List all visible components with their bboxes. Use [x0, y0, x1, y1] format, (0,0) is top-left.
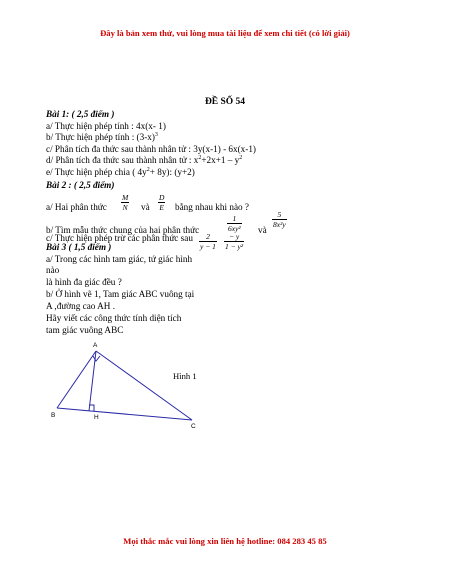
bai1-e-text: e/ Thực hiện phép chia ( 4y	[46, 167, 147, 177]
bai3-a-line1: a/ Trong các hình tam giác, tứ giác hình	[46, 254, 193, 264]
bai2-a-and: và	[141, 202, 150, 212]
bai1-e-exponent: 2	[146, 167, 150, 173]
fraction-5-numerator: 5	[272, 210, 287, 220]
fraction-neg-y-numerator: − y	[224, 232, 244, 242]
bai1-b-exponent: 3	[154, 132, 158, 138]
bai1-b-text: b/ Thực hiện phép tính : (3-x)	[46, 132, 155, 142]
side-ac	[96, 351, 192, 420]
bai3-a-line3: là hình đa giác đều ?	[46, 277, 122, 287]
bai2-a-end: bằng nhau khi nào ?	[175, 202, 249, 212]
bai3-b-line2: A ,đường cao AH .	[46, 301, 116, 311]
bai1-d-exponent-2: 2	[239, 155, 243, 161]
fraction-d-numerator: D	[159, 193, 165, 202]
bai1-heading: Bài 1: ( 2,5 điểm )	[46, 109, 115, 119]
point-h-label: H	[94, 414, 99, 421]
point-b-label: B	[51, 412, 56, 419]
point-a-label: A	[93, 342, 98, 349]
bai2-b-and: và	[258, 225, 267, 235]
bai2-a-text: a/ Hai phân thức	[46, 202, 107, 212]
bai1-d-mid: +2x+1 – y	[201, 155, 240, 165]
fraction-2-numerator: 2	[199, 232, 217, 242]
bai1-a: a/ Thực hiện phép tính : 4x(x- 1)	[46, 121, 166, 131]
figure-caption: Hình 1	[173, 371, 197, 381]
fraction-y-minus-1-denominator: y − 1	[200, 242, 216, 251]
exam-title: ĐỀ SỐ 54	[204, 97, 246, 107]
bai3-b-line3: Hãy viết các công thức tính diện tích	[46, 313, 182, 323]
side-bc	[57, 408, 192, 420]
fraction-6xy2-denominator: 6xy²	[228, 224, 241, 233]
bai1-e-rest: + 8y): (y+2)	[149, 167, 195, 177]
bai2-b-text: b/ Tìm mẫu thức chung của hai phân thức	[46, 225, 200, 235]
right-angle-mark-a	[93, 356, 100, 361]
fraction-1-minus-y2-denominator: 1 − y²	[225, 242, 244, 251]
bai3-heading: Bài 3 ( 1,5 điểm )	[46, 242, 112, 252]
fraction-1-numerator: 1	[227, 214, 242, 224]
bai3-b-line4: tam giác vuông ABC	[46, 325, 124, 335]
fraction-e-denominator: E	[159, 203, 164, 212]
bai2-c-text: c/ Thực hiện phép trừ các phân thức sau	[46, 233, 193, 243]
bai1-d-text: d/ Phân tích đa thức sau thành nhân tử : x	[46, 155, 199, 165]
bai3-a-line2: nào	[46, 265, 60, 275]
fraction-n-denominator: N	[122, 203, 128, 212]
fraction-8x2y-denominator: 8x²y	[273, 220, 286, 229]
bai1-c: c/ Phân tích đa thức sau thành nhân tử : 3y(x-1) - 6x(x-1)	[46, 144, 256, 154]
hotline-notice-banner: Mọi thắc mắc vui lòng xin liên hệ hotline: 084 283 45 85	[123, 536, 327, 546]
preview-notice-banner: Đây là bản xem thử, vui lòng mua tài liệu để xem chi tiết (có lời giải)	[100, 28, 350, 38]
fraction-m-numerator: M	[122, 193, 129, 202]
bai1-d-exponent-1: 2	[198, 155, 202, 161]
point-c-label: C	[191, 423, 196, 430]
bai3-b-line1: b/ Ở hình vẽ 1, Tam giác ABC vuông tại	[46, 289, 195, 299]
bai2-heading: Bài 2 : ( 2,5 điểm)	[46, 180, 115, 190]
